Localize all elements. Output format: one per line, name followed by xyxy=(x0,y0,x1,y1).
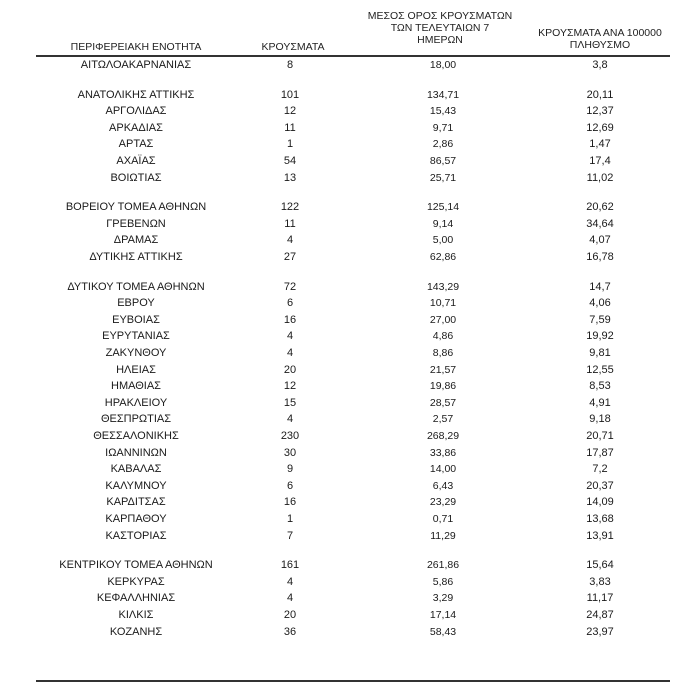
table-row xyxy=(0,328,678,344)
header-per-line2: ΠΛΗΘΥΣΜΟ xyxy=(569,39,631,51)
table-row xyxy=(0,528,678,544)
avg-7day-cell: 8,86 xyxy=(432,347,454,359)
cases-cell: 12 xyxy=(283,105,297,118)
avg-7day-cell: 21,57 xyxy=(429,363,457,376)
cases-cell: 16 xyxy=(283,313,297,326)
per-100k-cell: 14,7 xyxy=(589,280,611,293)
table-row xyxy=(0,461,678,477)
header-per-line1: ΚΡΟΥΣΜΑΤΑ ΑΝΑ 100000 xyxy=(538,27,662,39)
avg-7day-cell: 6,43 xyxy=(432,479,454,492)
cases-cell: 20 xyxy=(283,609,297,621)
cases-cell: 72 xyxy=(283,280,297,293)
per-100k-cell: 17,87 xyxy=(586,446,614,459)
per-100k-cell: 17,4 xyxy=(589,155,611,167)
table-row xyxy=(0,494,678,510)
table-row xyxy=(0,378,678,394)
per-100k-cell: 16,78 xyxy=(586,251,614,263)
region-cell: ΑΝΑΤΟΛΙΚΗΣ ΑΤΤΙΚΗΣ xyxy=(77,88,195,101)
per-100k-cell: 12,37 xyxy=(586,105,614,118)
table-row xyxy=(0,103,678,119)
cases-cell: 16 xyxy=(283,496,297,509)
table-row xyxy=(0,411,678,427)
per-100k-cell: 34,64 xyxy=(586,217,614,230)
table-row xyxy=(0,170,678,186)
cases-cell: 11 xyxy=(284,217,296,230)
table-row xyxy=(0,445,678,461)
avg-7day-cell: 2,86 xyxy=(432,138,454,151)
table-row xyxy=(0,607,678,623)
region-cell: ΗΜΑΘΙΑΣ xyxy=(111,380,161,393)
avg-7day-cell: 261,86 xyxy=(426,559,460,572)
table-row xyxy=(0,478,678,494)
per-100k-cell: 9,18 xyxy=(589,413,611,426)
region-cell: ΘΕΣΠΡΩΤΙΑΣ xyxy=(100,413,172,426)
cases-cell: 4 xyxy=(286,575,294,588)
avg-7day-cell: 143,29 xyxy=(426,280,460,293)
table-row xyxy=(0,590,678,606)
cases-cell: 7 xyxy=(286,529,294,542)
cases-cell: 4 xyxy=(286,330,294,343)
avg-7day-cell: 0,71 xyxy=(432,513,454,525)
avg-7day-cell: 62,86 xyxy=(429,251,457,263)
avg-7day-cell: 5,00 xyxy=(432,234,454,247)
region-cell: ΘΕΣΣΑΛΟΝΙΚΗΣ xyxy=(93,430,179,442)
table-row xyxy=(0,312,678,328)
region-cell: ΚΑΣΤΟΡΙΑΣ xyxy=(105,529,167,542)
per-100k-cell: 3,8 xyxy=(592,59,608,71)
table-row xyxy=(0,249,678,265)
avg-7day-cell: 23,29 xyxy=(429,496,457,509)
avg-7day-cell: 58,43 xyxy=(429,625,457,638)
avg-7day-cell: 10,71 xyxy=(429,297,457,310)
header-region-label: ΠΕΡΙΦΕΡΕΙΑΚΗ ΕΝΟΤΗΤΑ xyxy=(70,41,202,53)
region-cell: ΕΥΒΟΙΑΣ xyxy=(112,313,160,326)
region-cell: ΕΒΡΟΥ xyxy=(117,297,155,310)
avg-7day-cell: 9,71 xyxy=(432,121,454,134)
cases-cell: 230 xyxy=(280,430,300,442)
region-cell: ΑΙΤΩΛΟΑΚΑΡΝΑΝΙΑΣ xyxy=(80,59,192,71)
per-100k-cell: 12,69 xyxy=(586,121,614,134)
region-cell: ΖΑΚΥΝΘΟΥ xyxy=(105,347,167,359)
per-100k-cell: 11,02 xyxy=(586,171,614,184)
header-avg-line1: ΜΕΣΟΣ ΟΡΟΣ ΚΡΟΥΣΜΑΤΩΝ xyxy=(367,10,513,22)
cases-cell: 4 xyxy=(286,592,294,605)
table-row xyxy=(0,199,678,215)
cases-cell: 1 xyxy=(286,138,294,151)
region-cell: ΔΥΤΙΚΗΣ ΑΤΤΙΚΗΣ xyxy=(89,251,183,263)
per-100k-cell: 7,59 xyxy=(589,313,611,326)
per-100k-cell: 15,64 xyxy=(586,559,614,572)
cases-cell: 4 xyxy=(286,413,294,426)
per-100k-cell: 4,91 xyxy=(589,396,611,409)
per-100k-cell: 20,11 xyxy=(586,88,614,101)
avg-7day-cell: 9,14 xyxy=(432,217,454,230)
avg-7day-cell: 3,29 xyxy=(432,592,454,605)
region-cell: ΑΧΑΪΑΣ xyxy=(116,155,156,167)
region-cell: ΚΕΝΤΡΙΚΟΥ ΤΟΜΕΑ ΑΘΗΝΩΝ xyxy=(59,559,213,572)
region-cell: ΒΟΡΕΙΟΥ ΤΟΜΕΑ ΑΘΗΝΩΝ xyxy=(65,201,207,214)
table-row xyxy=(0,295,678,311)
cases-cell: 11 xyxy=(284,121,296,134)
per-100k-cell: 7,2 xyxy=(592,463,608,476)
per-100k-cell: 8,53 xyxy=(589,380,611,393)
cases-cell: 4 xyxy=(286,234,294,247)
region-cell: ΚΕΡΚΥΡΑΣ xyxy=(107,575,165,588)
avg-7day-cell: 25,71 xyxy=(429,171,457,184)
per-100k-cell: 14,09 xyxy=(586,496,614,509)
per-100k-cell: 9,81 xyxy=(589,347,611,359)
per-100k-cell: 20,62 xyxy=(586,201,614,214)
cases-cell: 6 xyxy=(286,297,294,310)
table-row xyxy=(0,279,678,295)
avg-7day-cell: 18,00 xyxy=(429,59,457,71)
region-cell: ΗΡΑΚΛΕΙΟΥ xyxy=(104,396,168,409)
table-bottom-rule xyxy=(36,680,670,682)
cases-cell: 4 xyxy=(286,347,294,359)
table-row xyxy=(0,574,678,590)
per-100k-cell: 19,92 xyxy=(586,330,614,343)
per-100k-cell: 20,37 xyxy=(586,479,614,492)
per-100k-cell: 1,47 xyxy=(589,138,611,151)
per-100k-cell: 13,68 xyxy=(586,513,614,525)
region-cell: ΚΙΛΚΙΣ xyxy=(118,609,154,621)
region-cell: ΚΑΡΔΙΤΣΑΣ xyxy=(106,496,166,509)
avg-7day-cell: 27,00 xyxy=(429,313,457,326)
per-100k-cell: 23,97 xyxy=(586,625,614,638)
header-avg-line3: ΗΜΕΡΩΝ xyxy=(417,34,463,46)
avg-7day-cell: 125,14 xyxy=(426,201,460,214)
avg-7day-cell: 14,00 xyxy=(429,463,457,476)
cases-cell: 54 xyxy=(283,155,297,167)
cases-cell: 161 xyxy=(280,559,300,572)
region-cell: ΚΟΖΑΝΗΣ xyxy=(109,625,163,638)
region-cell: ΔΡΑΜΑΣ xyxy=(113,234,159,247)
cases-cell: 13 xyxy=(283,171,297,184)
region-cell: ΚΑΡΠΑΘΟΥ xyxy=(105,513,167,525)
region-cell: ΚΑΛΥΜΝΟΥ xyxy=(105,479,167,492)
header-cases-label: ΚΡΟΥΣΜΑΤΑ xyxy=(261,41,325,53)
table-row xyxy=(0,557,678,573)
region-cell: ΙΩΑΝΝΙΝΩΝ xyxy=(105,446,167,459)
region-cell: ΓΡΕΒΕΝΩΝ xyxy=(106,217,166,230)
cases-cell: 101 xyxy=(280,88,300,101)
cases-cell: 9 xyxy=(286,463,294,476)
avg-7day-cell: 2,57 xyxy=(432,413,454,426)
cases-cell: 30 xyxy=(283,446,297,459)
per-100k-cell: 12,55 xyxy=(586,363,614,376)
region-cell: ΑΡΓΟΛΙΔΑΣ xyxy=(105,105,167,118)
cases-cell: 8 xyxy=(286,59,294,71)
region-cell: ΑΡΤΑΣ xyxy=(118,138,154,151)
region-cell: ΒΟΙΩΤΙΑΣ xyxy=(110,171,162,184)
avg-7day-cell: 15,43 xyxy=(429,105,457,118)
table-row xyxy=(0,511,678,527)
cases-cell: 36 xyxy=(283,625,297,638)
table-row xyxy=(0,624,678,640)
per-100k-cell: 24,87 xyxy=(586,609,614,621)
per-100k-cell: 4,06 xyxy=(589,297,611,310)
avg-7day-cell: 268,29 xyxy=(426,430,460,442)
avg-7day-cell: 11,29 xyxy=(430,529,456,542)
per-100k-cell: 13,91 xyxy=(586,529,614,542)
cases-cell: 27 xyxy=(283,251,297,263)
cases-cell: 15 xyxy=(283,396,297,409)
cases-cell: 6 xyxy=(286,479,294,492)
region-cell: ΗΛΕΙΑΣ xyxy=(116,363,156,376)
cases-cell: 12 xyxy=(283,380,297,393)
avg-7day-cell: 134,71 xyxy=(426,88,460,101)
table-row xyxy=(0,345,678,361)
per-100k-cell: 11,17 xyxy=(586,592,614,605)
per-100k-cell: 3,83 xyxy=(589,575,611,588)
table-row xyxy=(0,153,678,169)
per-100k-cell: 4,07 xyxy=(589,234,611,247)
cases-cell: 122 xyxy=(280,201,300,214)
table-row xyxy=(0,87,678,103)
table-row xyxy=(0,362,678,378)
cases-cell: 20 xyxy=(283,363,297,376)
header-avg-line2: ΤΩΝ ΤΕΛΕΥΤΑΙΩΝ 7 xyxy=(390,22,490,34)
region-cell: ΚΕΦΑΛΛΗΝΙΑΣ xyxy=(96,592,176,605)
table-row xyxy=(0,57,678,73)
region-cell: ΕΥΡΥΤΑΝΙΑΣ xyxy=(102,330,170,343)
avg-7day-cell: 86,57 xyxy=(429,155,457,167)
region-cell: ΚΑΒΑΛΑΣ xyxy=(110,463,162,476)
table-row xyxy=(0,428,678,444)
cases-cell: 1 xyxy=(286,513,294,525)
table-row xyxy=(0,120,678,136)
table-row xyxy=(0,395,678,411)
table-row xyxy=(0,216,678,232)
region-cell: ΑΡΚΑΔΙΑΣ xyxy=(109,121,163,134)
per-100k-cell: 20,71 xyxy=(586,430,614,442)
avg-7day-cell: 19,86 xyxy=(429,380,457,393)
avg-7day-cell: 17,14 xyxy=(429,609,457,621)
avg-7day-cell: 28,57 xyxy=(429,396,457,409)
avg-7day-cell: 4,86 xyxy=(432,330,454,343)
avg-7day-cell: 5,86 xyxy=(432,575,454,588)
region-cell: ΔΥΤΙΚΟΥ ΤΟΜΕΑ ΑΘΗΝΩΝ xyxy=(67,280,205,293)
table-row xyxy=(0,136,678,152)
avg-7day-cell: 33,86 xyxy=(429,446,457,459)
table-row xyxy=(0,232,678,248)
